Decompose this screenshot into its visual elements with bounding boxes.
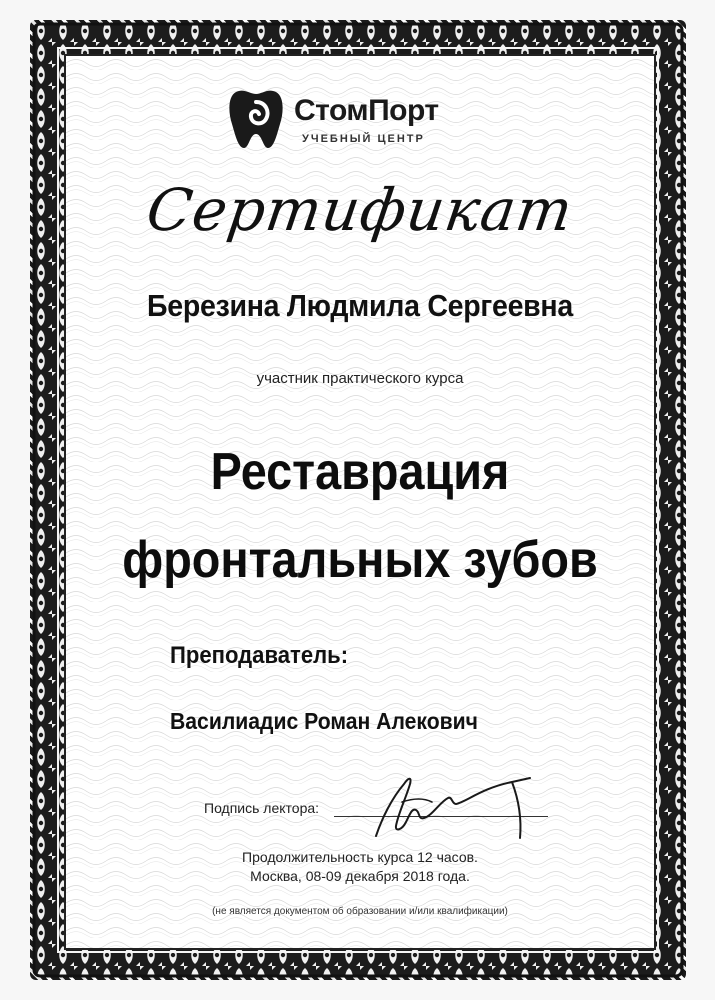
disclaimer-text: (не является документом об образовании и/или квалификации) — [212, 906, 508, 917]
course-duration — [66, 848, 654, 886]
place-date-text: Москва, 08-09 декабря 2018 года. — [250, 868, 470, 884]
recipient-name: Березина Людмила Сергеевна — [147, 288, 573, 323]
duration-text: Продолжительность курса 12 часов. — [242, 849, 478, 865]
teacher-name: Василиадис Роман Алекович — [170, 708, 478, 734]
stomport-logo — [226, 86, 506, 156]
logo-subtitle: УЧЕБНЫЙ ЦЕНТР — [302, 133, 425, 145]
certificate-content — [66, 56, 654, 948]
tooth-logo-icon — [226, 86, 286, 152]
course-title-line-2: фронтальных зубов — [122, 531, 598, 589]
signature-label: Подпись лектора: — [204, 800, 320, 816]
course-title — [95, 428, 624, 604]
participant-text: участник практического курса — [256, 370, 464, 387]
course-title-line-1: Реставрация — [210, 443, 510, 501]
lecturer-signature — [362, 758, 552, 848]
teacher-label: Преподаватель: — [170, 642, 349, 669]
logo-name: СтомПорт — [294, 94, 439, 127]
certificate-title: Сертификат — [142, 176, 578, 244]
